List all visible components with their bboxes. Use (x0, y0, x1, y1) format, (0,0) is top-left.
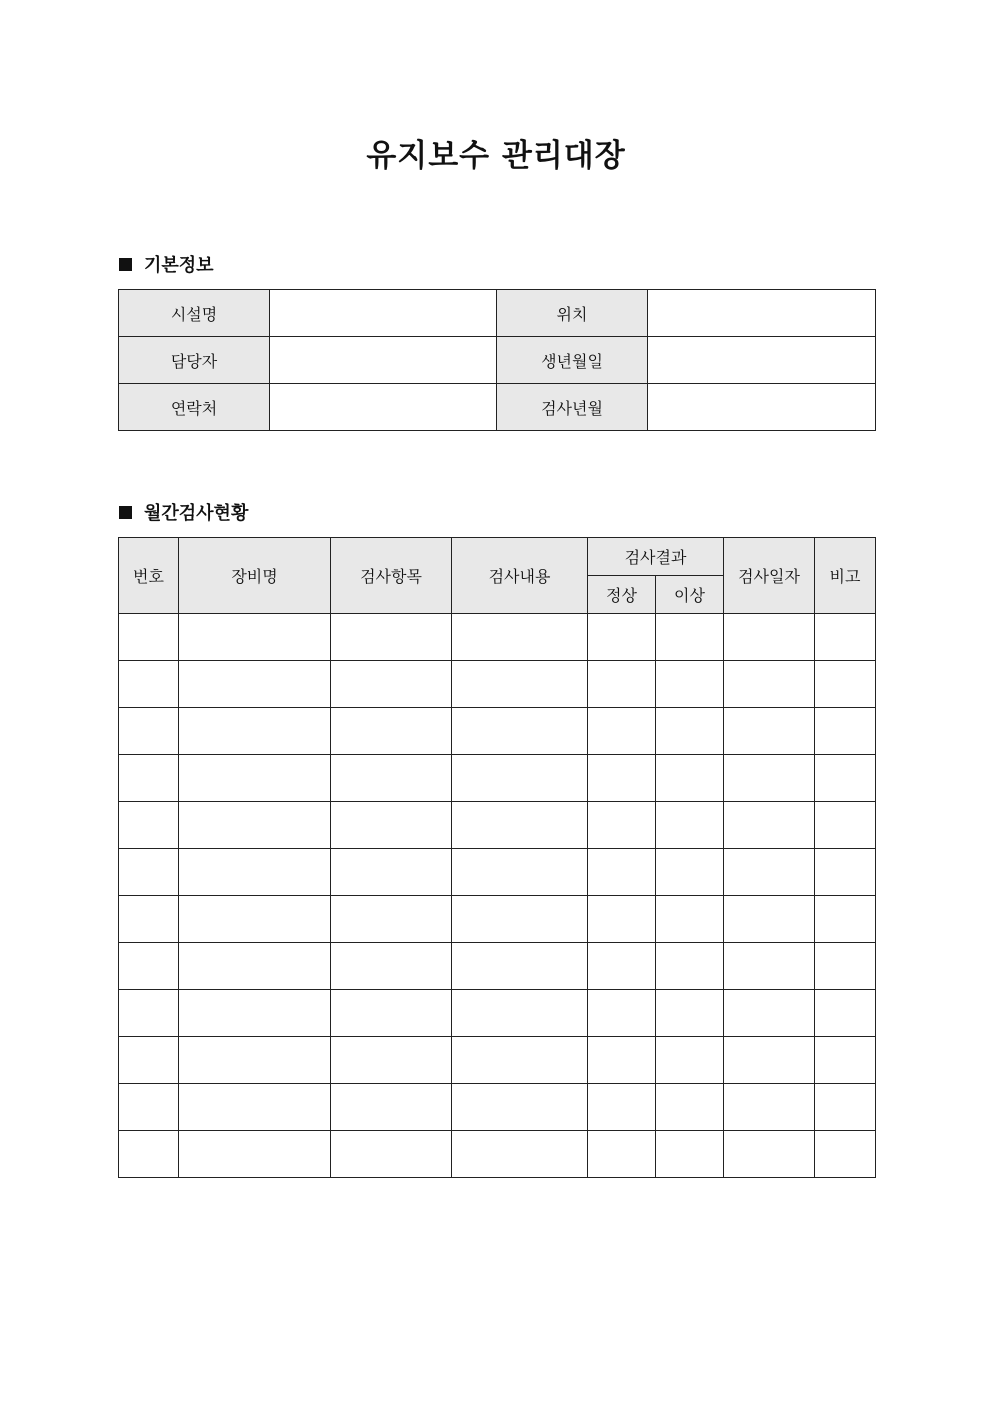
monthly-inspection-heading (119, 499, 248, 525)
cell-equipment[interactable] (179, 896, 331, 943)
cell-remarks[interactable] (815, 990, 876, 1037)
cell-number[interactable] (119, 614, 179, 661)
basic-info-row (119, 384, 876, 431)
cell-abnormal[interactable] (656, 614, 724, 661)
basic-info-row (119, 290, 876, 337)
header-inspection-content: 검사내용 (452, 538, 588, 614)
cell-item[interactable] (331, 1037, 452, 1084)
cell-remarks[interactable] (815, 661, 876, 708)
basic-info-table (118, 289, 876, 431)
cell-abnormal[interactable] (656, 661, 724, 708)
basic-info-heading-text: 기본정보 (144, 255, 214, 276)
cell-date[interactable] (724, 614, 815, 661)
basic-info-heading (119, 251, 214, 277)
cell-date[interactable] (724, 1037, 815, 1084)
cell-equipment[interactable] (179, 849, 331, 896)
cell-number[interactable] (119, 1037, 179, 1084)
cell-date[interactable] (724, 661, 815, 708)
cell-content[interactable] (452, 614, 588, 661)
header-equipment-name: 장비명 (179, 538, 331, 614)
cell-content[interactable] (452, 755, 588, 802)
cell-equipment[interactable] (179, 1131, 331, 1178)
cell-number[interactable] (119, 1131, 179, 1178)
info-label: 시설명 (119, 290, 270, 337)
cell-normal[interactable] (588, 1037, 656, 1084)
cell-abnormal[interactable] (656, 755, 724, 802)
cell-normal[interactable] (588, 990, 656, 1037)
cell-content[interactable] (452, 708, 588, 755)
cell-remarks[interactable] (815, 849, 876, 896)
table-row (119, 1084, 876, 1131)
header-result-abnormal: 이상 (656, 576, 724, 614)
header-result-normal: 정상 (588, 576, 656, 614)
cell-equipment[interactable] (179, 990, 331, 1037)
cell-abnormal[interactable] (656, 896, 724, 943)
cell-number[interactable] (119, 755, 179, 802)
cell-date[interactable] (724, 1131, 815, 1178)
basic-info-row (119, 337, 876, 384)
info-label: 연락처 (119, 384, 270, 431)
cell-remarks[interactable] (815, 755, 876, 802)
cell-item[interactable] (331, 943, 452, 990)
cell-item[interactable] (331, 1131, 452, 1178)
table-row (119, 614, 876, 661)
cell-date[interactable] (724, 849, 815, 896)
cell-date[interactable] (724, 896, 815, 943)
square-bullet-icon (119, 258, 132, 271)
header-remarks: 비고 (815, 538, 876, 614)
cell-normal[interactable] (588, 1084, 656, 1131)
cell-normal[interactable] (588, 802, 656, 849)
cell-normal[interactable] (588, 755, 656, 802)
cell-remarks[interactable] (815, 943, 876, 990)
info-value-field[interactable] (270, 384, 497, 431)
header-inspection-item: 검사항목 (331, 538, 452, 614)
cell-equipment[interactable] (179, 755, 331, 802)
cell-normal[interactable] (588, 1131, 656, 1178)
cell-equipment[interactable] (179, 661, 331, 708)
square-bullet-icon (119, 506, 132, 519)
cell-remarks[interactable] (815, 708, 876, 755)
cell-equipment[interactable] (179, 708, 331, 755)
page-title: 유지보수 관리대장 (366, 138, 626, 174)
info-value-field[interactable] (648, 384, 876, 431)
cell-abnormal[interactable] (656, 708, 724, 755)
cell-abnormal[interactable] (656, 1131, 724, 1178)
cell-normal[interactable] (588, 708, 656, 755)
table-row (119, 661, 876, 708)
cell-date[interactable] (724, 708, 815, 755)
cell-item[interactable] (331, 990, 452, 1037)
cell-item[interactable] (331, 661, 452, 708)
cell-content[interactable] (452, 1084, 588, 1131)
cell-equipment[interactable] (179, 943, 331, 990)
cell-equipment[interactable] (179, 1084, 331, 1131)
cell-date[interactable] (724, 755, 815, 802)
cell-normal[interactable] (588, 943, 656, 990)
cell-equipment[interactable] (179, 802, 331, 849)
monthly-inspection-heading-text: 월간검사현황 (144, 503, 249, 524)
cell-remarks[interactable] (815, 614, 876, 661)
info-value-field[interactable] (270, 290, 497, 337)
table-row (119, 1131, 876, 1178)
cell-number[interactable] (119, 896, 179, 943)
info-label: 검사년월 (497, 384, 648, 431)
info-value-field[interactable] (270, 337, 497, 384)
cell-content[interactable] (452, 943, 588, 990)
cell-content[interactable] (452, 1037, 588, 1084)
cell-number[interactable] (119, 990, 179, 1037)
cell-item[interactable] (331, 802, 452, 849)
cell-number[interactable] (119, 661, 179, 708)
cell-normal[interactable] (588, 661, 656, 708)
table-row (119, 1037, 876, 1084)
table-row (119, 849, 876, 896)
cell-normal[interactable] (588, 849, 656, 896)
cell-number[interactable] (119, 1084, 179, 1131)
cell-date[interactable] (724, 990, 815, 1037)
cell-number[interactable] (119, 802, 179, 849)
cell-remarks[interactable] (815, 896, 876, 943)
cell-date[interactable] (724, 943, 815, 990)
cell-abnormal[interactable] (656, 943, 724, 990)
info-value-field[interactable] (648, 337, 876, 384)
table-row (119, 943, 876, 990)
table-row (119, 802, 876, 849)
cell-remarks[interactable] (815, 802, 876, 849)
info-value-field[interactable] (648, 290, 876, 337)
cell-content[interactable] (452, 896, 588, 943)
cell-equipment[interactable] (179, 614, 331, 661)
header-inspection-result: 검사결과 (588, 538, 724, 576)
cell-content[interactable] (452, 661, 588, 708)
cell-item[interactable] (331, 708, 452, 755)
cell-item[interactable] (331, 849, 452, 896)
cell-abnormal[interactable] (656, 802, 724, 849)
header-number: 번호 (119, 538, 179, 614)
cell-abnormal[interactable] (656, 990, 724, 1037)
cell-abnormal[interactable] (656, 1037, 724, 1084)
cell-content[interactable] (452, 802, 588, 849)
table-row (119, 896, 876, 943)
table-row (119, 755, 876, 802)
cell-number[interactable] (119, 943, 179, 990)
cell-normal[interactable] (588, 614, 656, 661)
cell-equipment[interactable] (179, 1037, 331, 1084)
cell-number[interactable] (119, 849, 179, 896)
cell-abnormal[interactable] (656, 1084, 724, 1131)
cell-remarks[interactable] (815, 1037, 876, 1084)
cell-item[interactable] (331, 614, 452, 661)
header-inspection-date: 검사일자 (724, 538, 815, 614)
cell-number[interactable] (119, 708, 179, 755)
table-row (119, 990, 876, 1037)
cell-item[interactable] (331, 896, 452, 943)
cell-content[interactable] (452, 1131, 588, 1178)
cell-item[interactable] (331, 755, 452, 802)
cell-normal[interactable] (588, 896, 656, 943)
cell-remarks[interactable] (815, 1131, 876, 1178)
cell-date[interactable] (724, 802, 815, 849)
info-label: 위치 (497, 290, 648, 337)
cell-abnormal[interactable] (656, 849, 724, 896)
cell-item[interactable] (331, 1084, 452, 1131)
cell-remarks[interactable] (815, 1084, 876, 1131)
cell-date[interactable] (724, 1084, 815, 1131)
table-row (119, 708, 876, 755)
cell-content[interactable] (452, 849, 588, 896)
monthly-inspection-table (118, 537, 876, 1178)
info-label: 생년월일 (497, 337, 648, 384)
info-label: 담당자 (119, 337, 270, 384)
cell-content[interactable] (452, 990, 588, 1037)
